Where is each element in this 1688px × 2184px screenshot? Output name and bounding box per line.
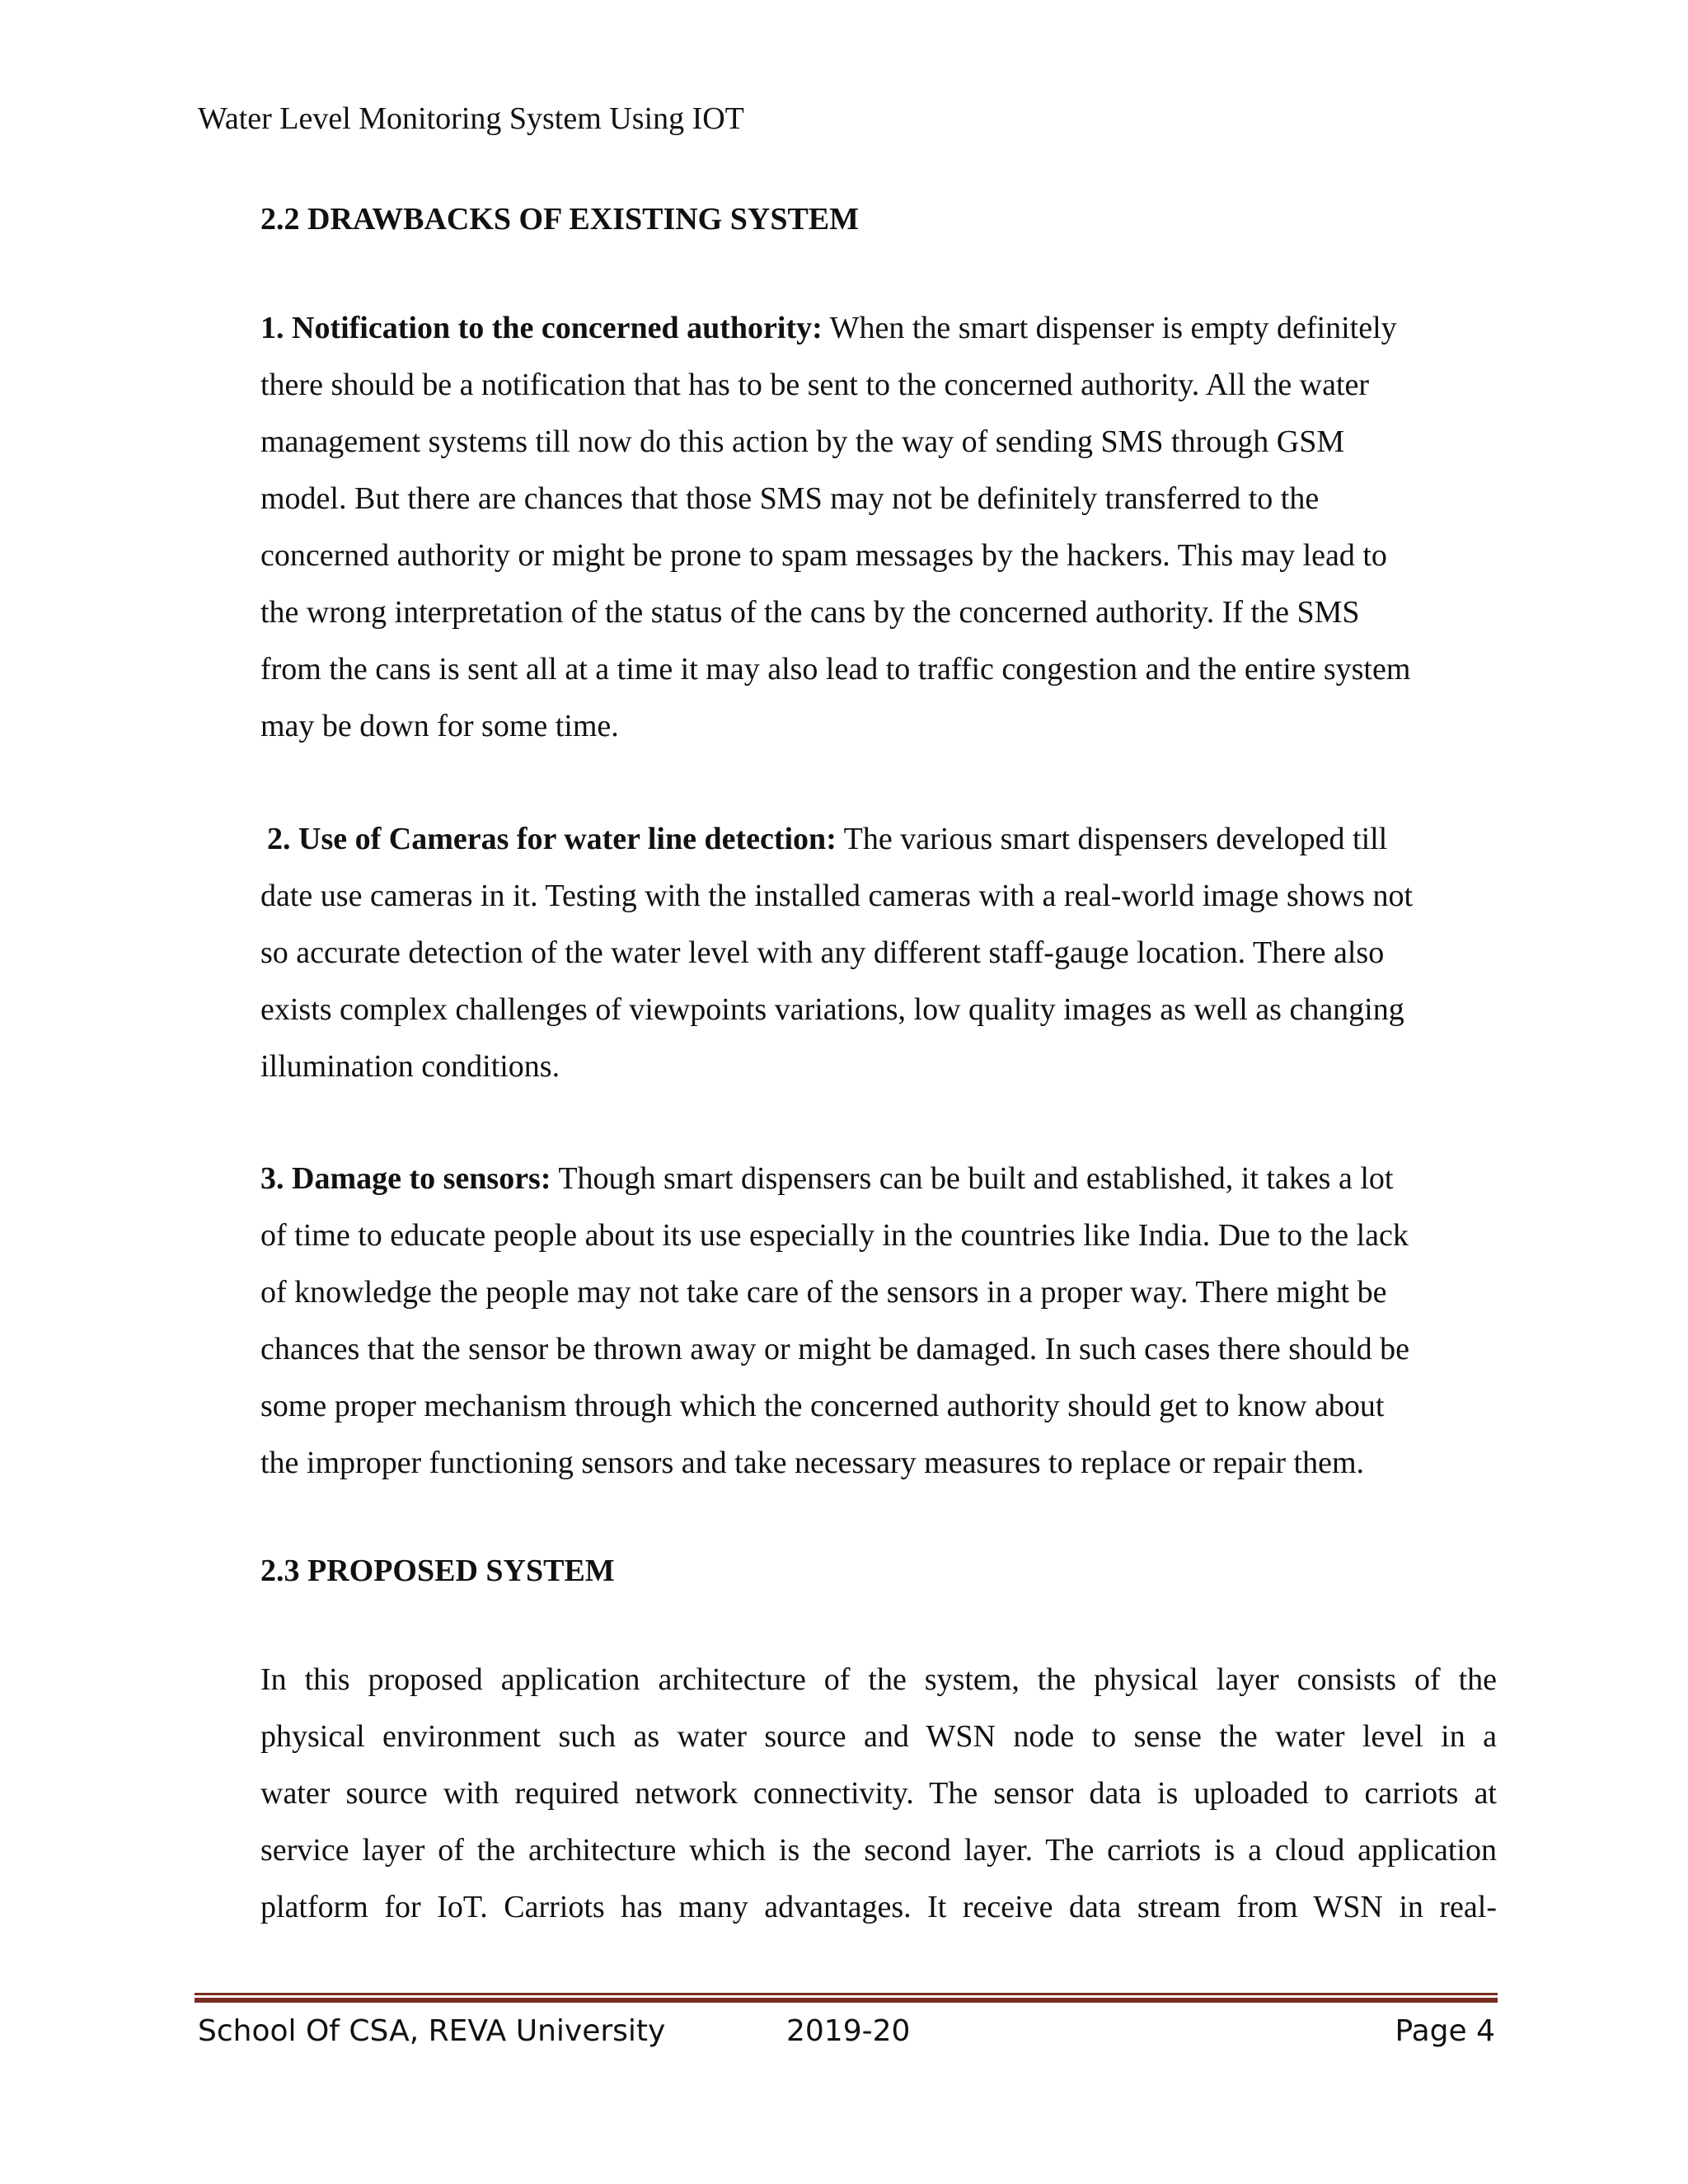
text-line: water source with required network connectivity. The sensor data is uploaded to carriots at [260, 1776, 1497, 1811]
text-line: chances that the sensor be thrown away or might be damaged. In such cases there should be [260, 1332, 1409, 1366]
text-line: exists complex challenges of viewpoints variations, low quality images as well as changing [260, 992, 1404, 1027]
text-line: may be down for some time. [260, 709, 619, 743]
text-line: model. But there are chances that those SMS may not be definitely transferred to the [260, 481, 1320, 516]
drawback-item-sensor-damage [260, 1151, 1497, 1492]
text-line: management systems till now do this action by the way of sending SMS through GSM [260, 424, 1345, 459]
item-lead: 3. Damage to sensors: [260, 1161, 551, 1196]
text-line: In this proposed application architecture of the system, the physical layer consists of the [260, 1662, 1497, 1697]
text-line: illumination conditions. [260, 1049, 560, 1084]
text-line: concerned authority or might be prone to spam messages by the hackers. This may lead to [260, 538, 1387, 573]
footer-institution: School Of CSA, REVA University [198, 2014, 666, 2048]
item-lead: 1. Notification to the concerned authority: [260, 311, 823, 345]
text-line-part: Though smart dispensers can be built and established, it takes a lot [551, 1161, 1394, 1196]
item-lead: 2. Use of Cameras for water line detection: [267, 822, 837, 856]
text-line: of time to educate people about its use especially in the countries like India. Due to the lack [260, 1218, 1409, 1253]
text-line: the wrong interpretation of the status of the cans by the concerned authority. If the SMS [260, 595, 1360, 630]
text-line: service layer of the architecture which is the second layer. The carriots is a cloud application [260, 1833, 1497, 1868]
text-line: physical environment such as water source and WSN node to sense the water level in a [260, 1719, 1497, 1754]
proposed-paragraph [260, 1652, 1497, 1936]
text-line: of knowledge the people may not take care of the sensors in a proper way. There might be [260, 1275, 1387, 1310]
running-header: Water Level Monitoring System Using IOT [198, 101, 744, 136]
text-line: platform for IoT. Carriots has many advantages. It receive data stream from WSN in real- [260, 1890, 1497, 1924]
section-heading-proposed: 2.3 PROPOSED SYSTEM [260, 1554, 615, 1588]
text-line: from the cans is sent all at a time it may also lead to traffic congestion and the entire system [260, 652, 1411, 687]
text-line [260, 1151, 1497, 1207]
text-line: date use cameras in it. Testing with the installed cameras with a real-world image shows not [260, 879, 1414, 913]
footer-rule [195, 1993, 1498, 2003]
text-line [260, 811, 1497, 868]
text-line [260, 300, 1497, 357]
text-line: so accurate detection of the water level with any different staff-gauge location. There also [260, 935, 1385, 970]
drawback-item-cameras [260, 811, 1497, 1095]
text-line-part: When the smart dispenser is empty definitely [822, 311, 1397, 345]
drawback-item-notification [260, 300, 1497, 755]
footer-page-number: Page 4 [1395, 2014, 1495, 2048]
text-line: the improper functioning sensors and take necessary measures to replace or repair them. [260, 1446, 1364, 1480]
text-line: some proper mechanism through which the concerned authority should get to know about [260, 1389, 1385, 1423]
section-heading-drawbacks: 2.2 DRAWBACKS OF EXISTING SYSTEM [260, 202, 860, 237]
footer-year: 2019-20 [786, 2014, 911, 2048]
text-line-part: The various smart dispensers developed till [836, 822, 1388, 856]
text-line: there should be a notification that has to be sent to the concerned authority. All the water [260, 368, 1370, 402]
